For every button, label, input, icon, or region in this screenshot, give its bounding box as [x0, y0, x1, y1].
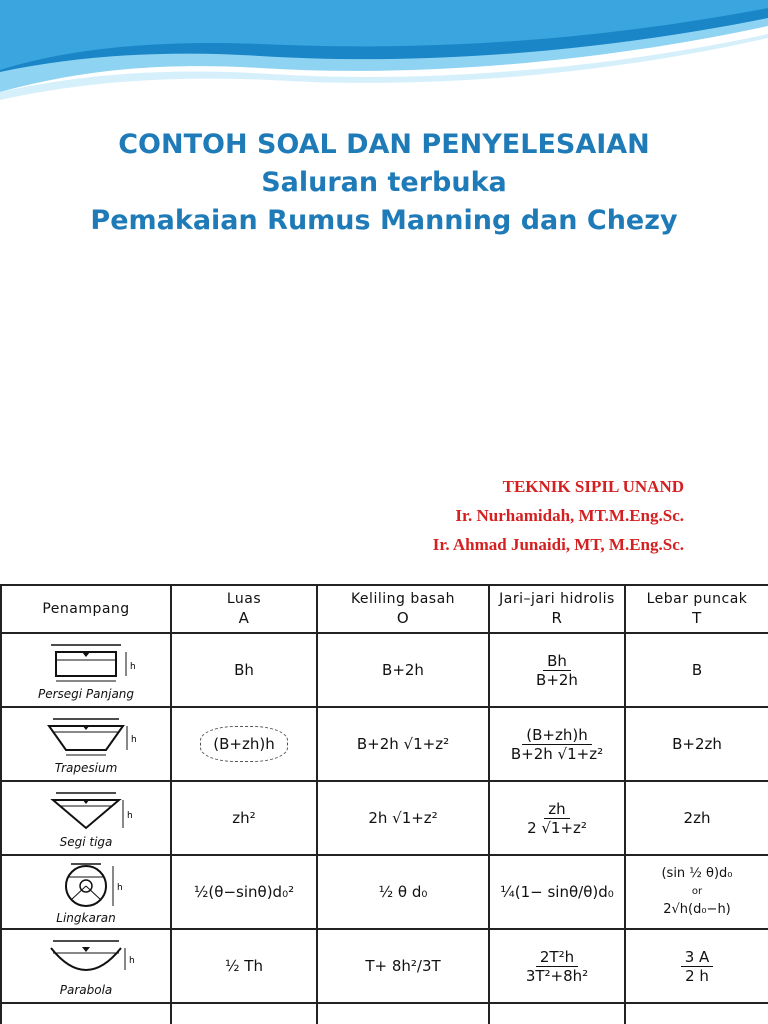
radius-cell: $\frac{(B+zh)h}{\text{B+2h √1+z²}}$	[489, 707, 625, 781]
top-width-cell: B	[625, 633, 768, 707]
title-line-2: Saluran terbuka	[261, 167, 507, 198]
radius-cell: $\frac{\text{2T²h}}{\text{3T²+8h²}}$	[489, 929, 625, 1003]
table-row	[1, 781, 768, 855]
perimeter-cell: B+2h	[317, 633, 489, 707]
radius-cell: $\frac{zh}{\text{2 √1+z²}}$	[489, 781, 625, 855]
credits-institution: TEKNIK SIPIL UNAND	[502, 477, 684, 496]
rectangle-section-icon	[31, 640, 141, 686]
area-cell: Bh	[171, 633, 317, 707]
table-row	[1, 929, 768, 1003]
shape-label: Parabola	[59, 982, 113, 997]
table-row	[1, 855, 768, 929]
perimeter-cell: ½ θ d₀	[317, 855, 489, 929]
shape-label: Persegi Panjang	[37, 686, 135, 701]
area-cell: ½ Th	[171, 929, 317, 1003]
title-line-3: Pemakaian Rumus Manning dan Chezy	[90, 205, 678, 236]
top-width-cell: (sin ½ θ)d₀ or 2√h(d₀−h)	[625, 855, 768, 929]
radius-cell: ¼(1− sinθ/θ)d₀	[489, 855, 625, 929]
shape-label: Segi tiga	[59, 834, 113, 849]
table-row	[1, 633, 768, 707]
header-penampang: Penampang	[1, 585, 171, 633]
table-row	[1, 1003, 768, 1024]
area-cell: ½(θ−sinθ)d₀²	[171, 855, 317, 929]
triangle-section-icon	[31, 788, 141, 834]
top-width-cell: $\frac{3 A}{2 h}$	[625, 929, 768, 1003]
slide-title	[0, 126, 768, 240]
channel-properties-table-image	[0, 584, 768, 1024]
perimeter-cell: T+ 8h²/3T	[317, 929, 489, 1003]
area-cell: (B+zh)h	[171, 707, 317, 781]
circle-section-icon	[31, 860, 141, 910]
channel-properties-table	[0, 584, 768, 1024]
svg-text:h: h	[130, 661, 136, 672]
top-width-cell: B+2zh	[625, 707, 768, 781]
header-jari-jari: Jari–jari hidrolis R	[489, 585, 625, 633]
credits-author-1: Ir. Nurhamidah, MT.M.Eng.Sc.	[455, 506, 684, 525]
header-luas: Luas A	[171, 585, 317, 633]
svg-text:h: h	[131, 734, 137, 745]
perimeter-cell: 2h √1+z²	[317, 781, 489, 855]
area-cell: zh²	[171, 781, 317, 855]
header-wave-decoration	[0, 0, 768, 110]
trapezoid-section-icon	[31, 714, 141, 760]
parabola-section-icon	[31, 936, 141, 982]
top-width-cell: 2zh	[625, 781, 768, 855]
perimeter-cell: B+2h √1+z²	[317, 707, 489, 781]
radius-cell: $\frac{Bh}{B+2h}$	[489, 633, 625, 707]
svg-text:h: h	[117, 882, 123, 893]
shape-label: Trapesium	[54, 760, 118, 775]
credits-author-2: Ir. Ahmad Junaidi, MT, M.Eng.Sc.	[432, 535, 684, 554]
credits-block	[433, 472, 684, 559]
header-keliling: Keliling basah O	[317, 585, 489, 633]
shape-label: Lingkaran	[56, 910, 116, 925]
title-line-1: CONTOH SOAL DAN PENYELESAIAN	[118, 129, 650, 160]
svg-text:h: h	[127, 810, 133, 821]
svg-text:h: h	[129, 955, 135, 966]
table-row	[1, 707, 768, 781]
table-header-row	[1, 585, 768, 633]
header-lebar-puncak: Lebar puncak T	[625, 585, 768, 633]
